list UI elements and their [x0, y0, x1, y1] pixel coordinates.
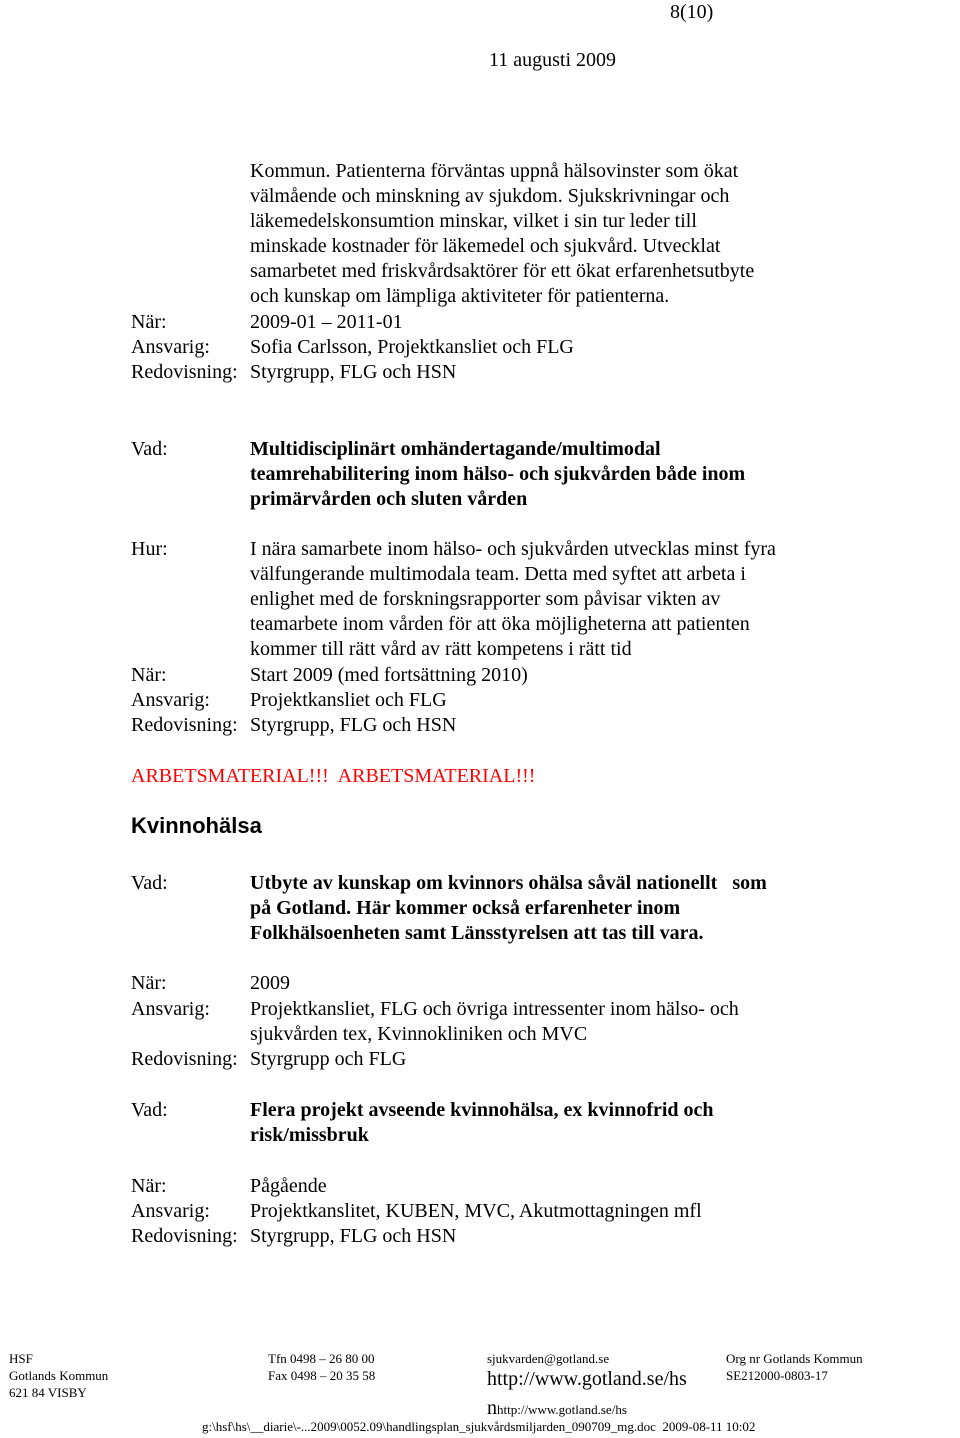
vad-line: på Gotland. Här kommer också erfarenheter inom [250, 897, 681, 919]
intro-line: Kommun. Patienterna förväntas uppnå hälsovinster som ökat [250, 160, 739, 182]
intro-line: välmående och minskning av sjukdom. Sjukskrivningar och [250, 185, 730, 207]
footer-file-path: g:\hsf\hs\__diarie\-...2009\0052.09\handlingsplan_sjukvårdsmiljarden_090709_mg.doc 2009-08-11 10:02 [202, 1419, 756, 1434]
footer-url-prefix: n [487, 1397, 497, 1419]
vad-label: Vad: [131, 1099, 168, 1121]
intro-line: läkemedelskonsumtion minskar, vilket i sin tur leder till [250, 210, 697, 232]
footer-address: 621 84 VISBY [9, 1385, 87, 1400]
intro-line: och kunskap om lämpliga aktiviteter för patienterna. [250, 285, 670, 307]
footer-url-link[interactable]: http://www.gotland.se/hs [487, 1368, 687, 1390]
redovisning-value: Styrgrupp och FLG [250, 1048, 407, 1070]
arbetsmaterial-notice: ARBETSMATERIAL!!! ARBETSMATERIAL!!! [131, 765, 536, 787]
intro-line: minskade kostnader för läkemedel och sjukvård. Utvecklat [250, 235, 721, 257]
nar-label: När: [131, 972, 167, 994]
vad-label: Vad: [131, 872, 168, 894]
vad-line: teamrehabilitering inom hälso- och sjukvården både inom [250, 463, 746, 485]
hur-line: välfungerande multimodala team. Detta med syftet att arbeta i [250, 563, 746, 585]
nar-label: När: [131, 664, 167, 686]
hur-line: teamarbete inom vården för att öka möjligheterna att patienten [250, 613, 750, 635]
ansvarig-label: Ansvarig: [131, 336, 210, 358]
footer-fax: Fax 0498 – 20 35 58 [268, 1368, 376, 1383]
redovisning-value: Styrgrupp, FLG och HSN [250, 361, 457, 383]
redovisning-value: Styrgrupp, FLG och HSN [250, 1225, 457, 1247]
ansvarig-line: Projektkansliet, FLG och övriga intressenter inom hälso- och [250, 998, 739, 1020]
vad-line: Folkhälsoenheten samt Länsstyrelsen att tas till vara. [250, 922, 704, 944]
nar-value: 2009 [250, 972, 290, 994]
ansvarig-value: Sofia Carlsson, Projektkansliet och FLG [250, 336, 574, 358]
hur-line: enlighet med de forskningsrapporter som påvisar vikten av [250, 588, 721, 610]
redovisning-label: Redovisning: [131, 714, 238, 736]
nar-value: Start 2009 (med fortsättning 2010) [250, 664, 528, 686]
page-number: 8(10) [670, 1, 714, 23]
footer-org: Gotlands Kommun [9, 1368, 109, 1383]
hur-line: kommer till rätt vård av rätt kompetens i rätt tid [250, 638, 632, 660]
hur-line: I nära samarbete inom hälso- och sjukvården utvecklas minst fyra [250, 538, 776, 560]
footer-org-number: SE212000-0803-17 [726, 1368, 828, 1383]
ansvarig-label: Ansvarig: [131, 998, 210, 1020]
section-heading: Kvinnohälsa [131, 813, 262, 838]
footer-org: HSF [9, 1351, 33, 1366]
redovisning-label: Redovisning: [131, 1225, 238, 1247]
vad-line: risk/missbruk [250, 1124, 369, 1146]
nar-label: När: [131, 311, 167, 333]
nar-value: Pågående [250, 1175, 327, 1197]
ansvarig-label: Ansvarig: [131, 689, 210, 711]
redovisning-label: Redovisning: [131, 1048, 238, 1070]
hur-label: Hur: [131, 538, 168, 560]
redovisning-value: Styrgrupp, FLG och HSN [250, 714, 457, 736]
redovisning-label: Redovisning: [131, 361, 238, 383]
nar-label: När: [131, 1175, 167, 1197]
footer-url-text: http://www.gotland.se/hs [497, 1402, 627, 1417]
footer-email[interactable]: sjukvarden@gotland.se [487, 1351, 610, 1366]
ansvarig-value: Projektkanslitet, KUBEN, MVC, Akutmottagningen mfl [250, 1200, 702, 1222]
footer-org-number-label: Org nr Gotlands Kommun [726, 1351, 863, 1366]
ansvarig-value: Projektkansliet och FLG [250, 689, 447, 711]
document-date: 11 augusti 2009 [489, 49, 617, 71]
footer-url-small[interactable] [487, 1399, 627, 1418]
vad-line: Multidisciplinärt omhändertagande/multimodal [250, 438, 661, 460]
ansvarig-label: Ansvarig: [131, 1200, 210, 1222]
vad-line: primärvården och sluten vården [250, 488, 528, 510]
intro-line: samarbetet med friskvårdsaktörer för ett ökat erfarenhetsutbyte [250, 260, 755, 282]
nar-value: 2009-01 – 2011-01 [250, 311, 403, 333]
ansvarig-line: sjukvården tex, Kvinnokliniken och MVC [250, 1023, 588, 1045]
vad-label: Vad: [131, 438, 168, 460]
vad-line: Flera projekt avseende kvinnohälsa, ex kvinnofrid och [250, 1099, 714, 1121]
vad-line: Utbyte av kunskap om kvinnors ohälsa såväl nationellt som [250, 872, 767, 894]
footer-phone: Tfn 0498 – 26 80 00 [268, 1351, 375, 1366]
